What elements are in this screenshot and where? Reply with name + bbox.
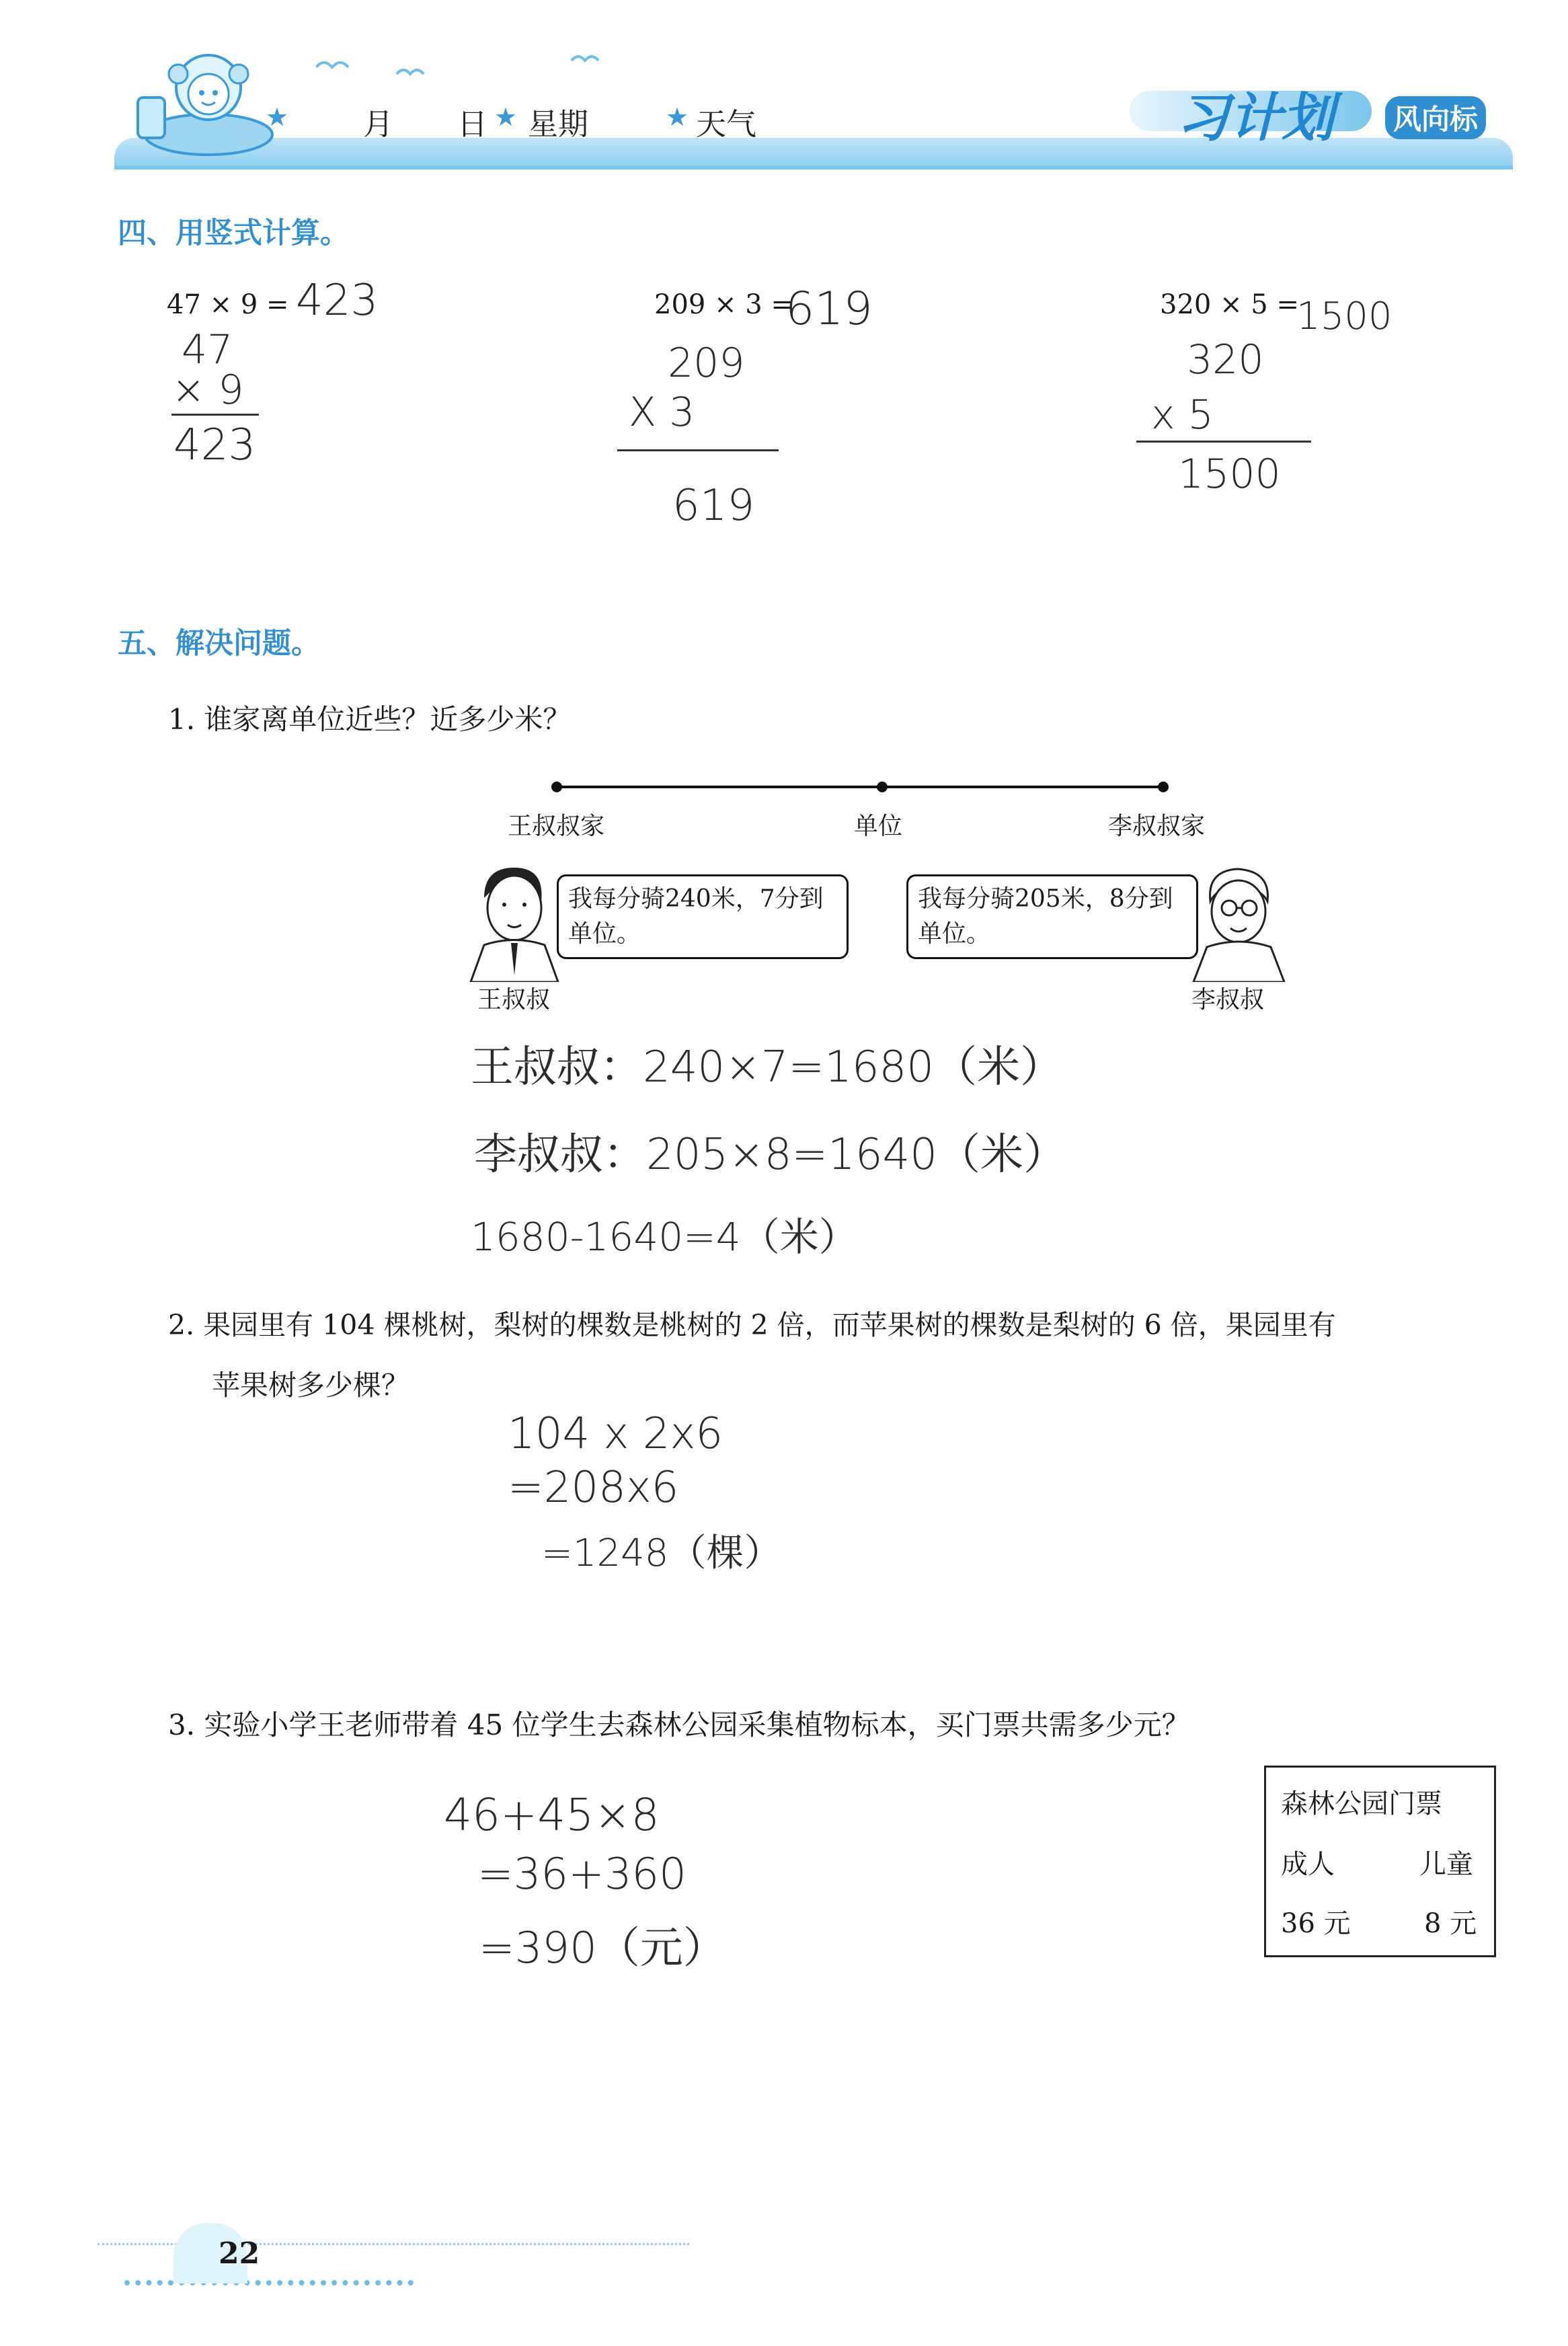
vertical-top-number: 47 xyxy=(182,326,233,373)
brand-logo xyxy=(1130,64,1506,149)
handwritten-answer: 619 xyxy=(785,282,873,336)
label-workplace: 单位 xyxy=(854,812,903,840)
problem-expression: 47 × 9 = xyxy=(167,289,289,320)
vertical-result: 1500 xyxy=(1178,451,1281,498)
problem-expression: 320 × 5 = xyxy=(1160,289,1299,320)
brand-main-text: 习计划 xyxy=(1177,88,1335,149)
star-icon: ★ xyxy=(666,102,689,132)
section4-title: 四、用竖式计算。 xyxy=(118,217,349,250)
brand-sub-text: 风向标 xyxy=(1385,96,1486,139)
label-uncle-li: 李叔叔 xyxy=(1191,986,1265,1014)
ticket-adult-price: 36 元 xyxy=(1281,1908,1351,1939)
label-wang-home: 王叔叔家 xyxy=(508,812,605,840)
question-1-text: 1. 谁家离单位近些？近多少米？ xyxy=(168,703,572,736)
vertical-multiplier: x 5 xyxy=(1151,391,1214,439)
vertical-top-number: 320 xyxy=(1187,336,1264,383)
handwritten-work-line: 李叔叔：205×8=1640（米） xyxy=(474,1130,1066,1180)
weekday-label: 星期 xyxy=(528,106,589,142)
vertical-rule xyxy=(171,414,259,416)
handwritten-work-line: 王叔叔：240×7=1680（米） xyxy=(471,1043,1063,1092)
weather-label: 天气 xyxy=(696,106,757,142)
vertical-multiplier: X 3 xyxy=(629,389,695,436)
handwritten-work-line: =390（元） xyxy=(479,1924,726,1973)
vertical-result: 619 xyxy=(672,481,755,531)
footer-dotted-line-bold xyxy=(124,2280,414,2285)
ticket-title: 森林公园门票 xyxy=(1281,1788,1442,1819)
header-line xyxy=(114,165,1513,169)
label-uncle-wang: 王叔叔 xyxy=(477,986,551,1014)
section5-title: 五、解决问题。 xyxy=(118,627,320,660)
handwritten-work-line: 46+45×8 xyxy=(444,1789,660,1841)
handwritten-answer: 423 xyxy=(296,276,379,326)
page-number: 22 xyxy=(219,2236,260,2271)
question-2-text-line2: 苹果树多少棵？ xyxy=(212,1369,410,1402)
speech-bubble-wang: 我每分骑240米，7分到单位。 xyxy=(557,874,849,959)
handwritten-work-line: =1248（棵） xyxy=(541,1531,782,1575)
question-3-text: 3. 实验小学王老师带着 45 位学生去森林公园采集植物标本，买门票共需多少元？ xyxy=(168,1708,1190,1741)
uncle-li-figure xyxy=(1183,861,1291,982)
ticket-child-label: 儿童 xyxy=(1419,1849,1473,1880)
ticket-adult-label: 成人 xyxy=(1281,1849,1335,1880)
birds-decoration-icon xyxy=(316,47,625,87)
handwritten-work-line: 1680-1640=4（米） xyxy=(471,1214,858,1260)
month-label: 月 xyxy=(363,106,394,142)
ticket-child-price: 8 元 xyxy=(1424,1908,1477,1939)
handwritten-work-line: 104 x 2x6 xyxy=(508,1409,723,1459)
label-li-home: 李叔叔家 xyxy=(1108,812,1206,840)
mascot-icon xyxy=(128,40,276,168)
handwritten-answer: 1500 xyxy=(1296,295,1393,338)
vertical-top-number: 209 xyxy=(668,340,745,387)
vertical-rule xyxy=(1136,441,1311,443)
vertical-multiplier: × 9 xyxy=(171,367,244,414)
vertical-rule xyxy=(617,449,779,451)
distance-line-diagram xyxy=(545,773,1177,800)
ticket-price-box xyxy=(1264,1766,1496,1957)
problem-expression: 209 × 3 = xyxy=(654,289,793,320)
day-label: 日 xyxy=(457,106,488,142)
uncle-wang-figure xyxy=(457,861,565,982)
question-2-text-line1: 2. 果园里有 104 棵桃树，梨树的棵数是桃树的 2 倍，而苹果树的棵数是梨树的 6 倍，果园里有 xyxy=(168,1309,1336,1341)
handwritten-work-line: =36+360 xyxy=(477,1850,687,1899)
handwritten-work-line: =208x6 xyxy=(508,1463,679,1513)
star-icon: ★ xyxy=(266,102,289,132)
speech-bubble-li: 我每分骑205米，8分到单位。 xyxy=(906,874,1198,959)
star-icon: ★ xyxy=(494,102,518,132)
vertical-result: 423 xyxy=(173,420,256,470)
